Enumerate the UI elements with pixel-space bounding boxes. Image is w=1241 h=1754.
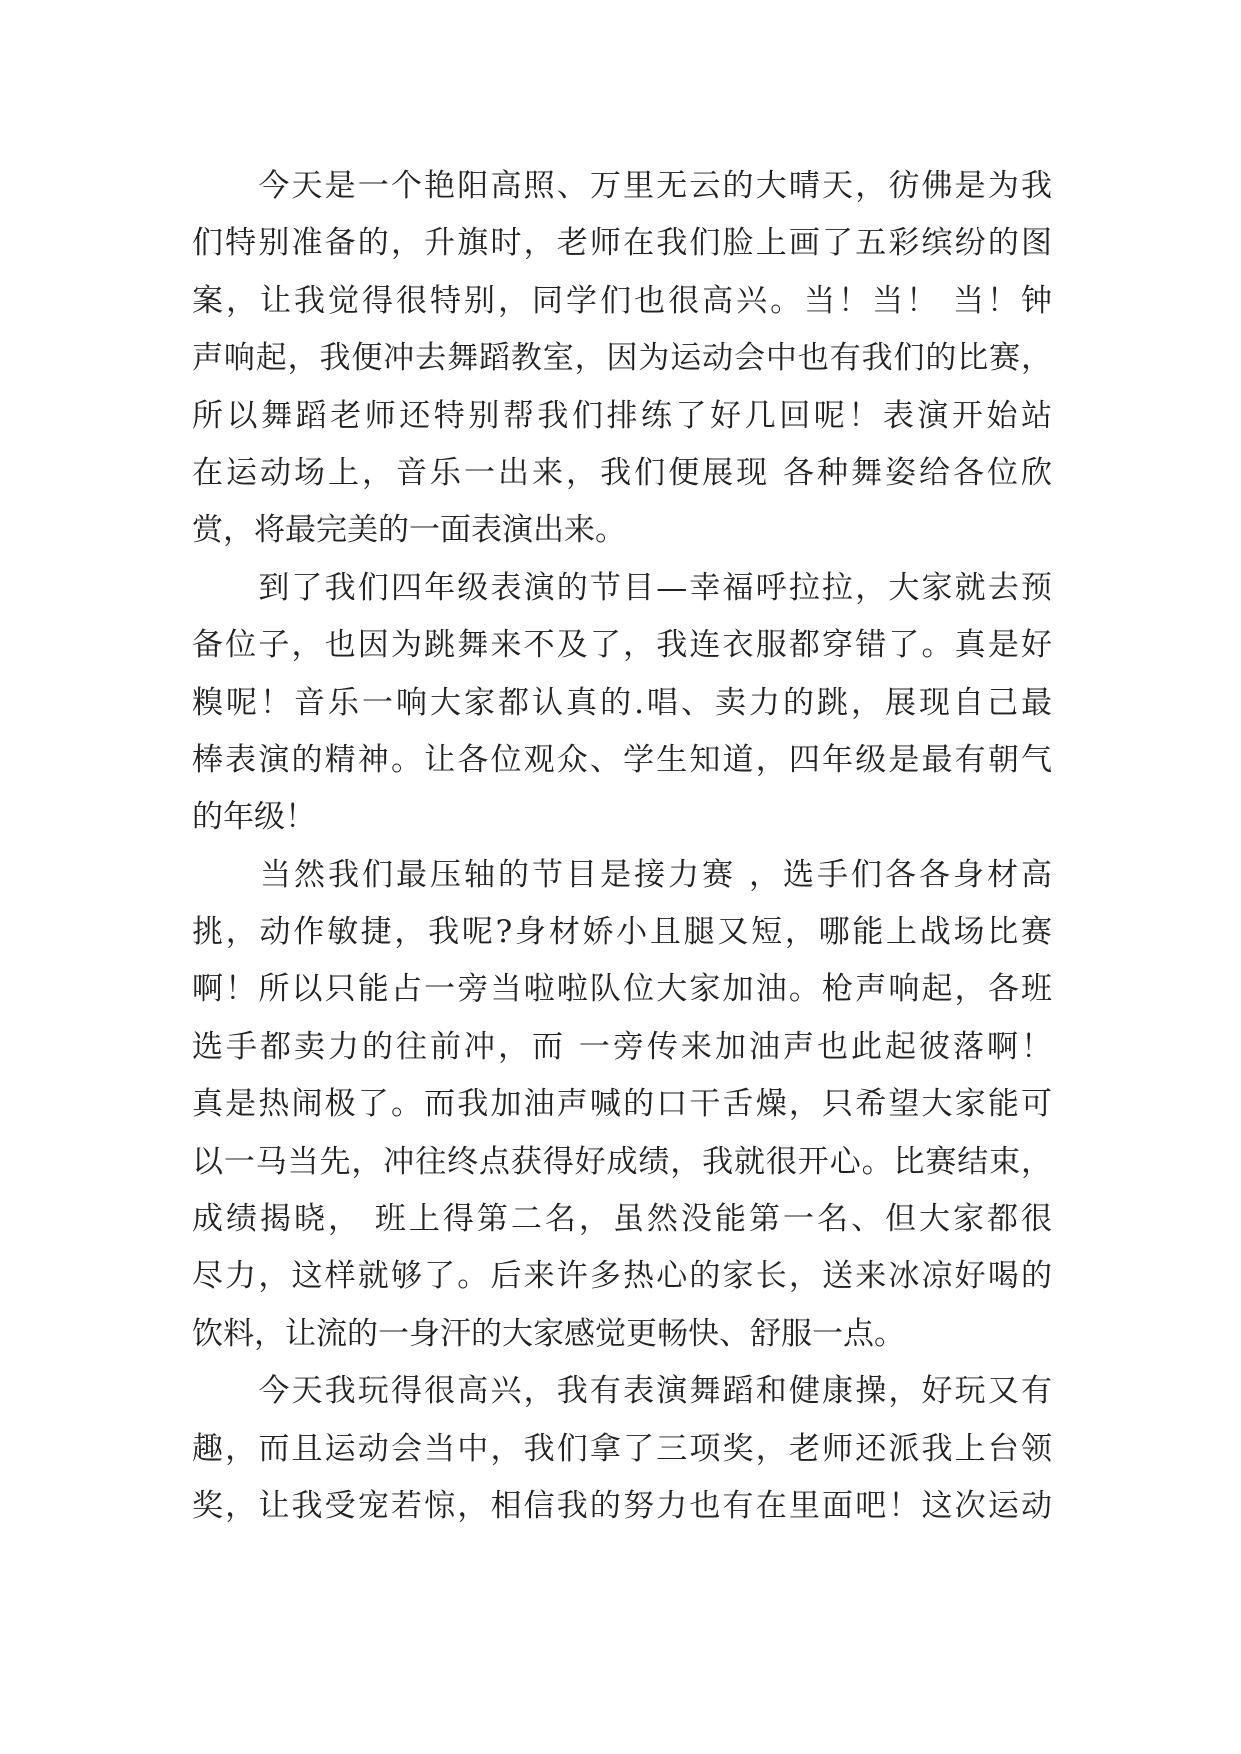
text-line: 到了我们四年级表演的节目—幸福呼拉拉，大家就去预: [192, 569, 1052, 606]
paragraph-4: [192, 1363, 1052, 1535]
paragraph-3: [192, 847, 1052, 1364]
text-line: 所以舞蹈老师还特别帮我们排练了好几回呢！表演开始站: [192, 397, 1052, 434]
text-line: 棒表演的精神。让各位观众、学生知道，四年级是最有朝气: [192, 741, 1052, 778]
paragraph-1: [192, 158, 1052, 560]
text-line: 赏，将最完美的一面表演出来。: [192, 512, 626, 549]
paragraph-2: [192, 560, 1052, 847]
text-line: 成绩揭晓， 班上得第二名，虽然没能第一名、但大家都很: [192, 1201, 1052, 1238]
text-line: 饮料，让流的一身汗的大家感觉更畅快、舒服一点。: [192, 1315, 905, 1352]
text-line: 挑，动作敏捷，我呢?身材娇小且腿又短，哪能上战场比赛: [192, 914, 1052, 951]
text-line: 在运动场上，音乐一出来，我们便展现 各种舞姿给各位欣: [192, 454, 1052, 491]
text-line: 奖，让我受宠若惊，相信我的努力也有在里面吧！这次运动: [192, 1487, 1052, 1524]
text-line: 们特别准备的，升旗时，老师在我们脸上画了五彩缤纷的图: [192, 225, 1052, 262]
text-line: 以一马当先，冲往终点获得好成绩，我就很开心。比赛结束，: [192, 1143, 1052, 1180]
text-line: 尽力，这样就够了。后来许多热心的家长，送来冰凉好喝的: [192, 1258, 1052, 1295]
text-line: 声响起，我便冲去舞蹈教室，因为运动会中也有我们的比赛，: [192, 340, 1052, 377]
text-line: 今天是一个艳阳高照、万里无云的大晴天，彷佛是为我: [192, 168, 1052, 204]
text-line: 今天我玩得很高兴，我有表演舞蹈和健康操，好玩又有: [192, 1373, 1052, 1410]
text-line: 趣，而且运动会当中，我们拿了三项奖，老师还派我上台领: [192, 1430, 1052, 1467]
text-line: 的年级！: [192, 799, 316, 836]
text-line: 选手都卖力的往前冲，而 一旁传来加油声也此起彼落啊！: [192, 1028, 1052, 1065]
text-line: 真是热闹极了。而我加油声喊的口干舌燥，只希望大家能可: [192, 1086, 1052, 1123]
text-line: 备位子，也因为跳舞来不及了，我连衣服都穿错了。真是好: [192, 627, 1052, 664]
text-line: 糗呢！音乐一响大家都认真的.唱、卖力的跳，展现自己最: [192, 684, 1052, 721]
text-line: 案，让我觉得很特别，同学们也很高兴。当！当！ 当！钟: [192, 282, 1052, 319]
text-line: 啊！所以只能占一旁当啦啦队位大家加油。枪声响起，各班: [192, 971, 1052, 1008]
essay-body: [192, 158, 1052, 1535]
text-line: 当然我们最压轴的节目是接力赛 ，选手们各各身材高: [192, 856, 1052, 893]
